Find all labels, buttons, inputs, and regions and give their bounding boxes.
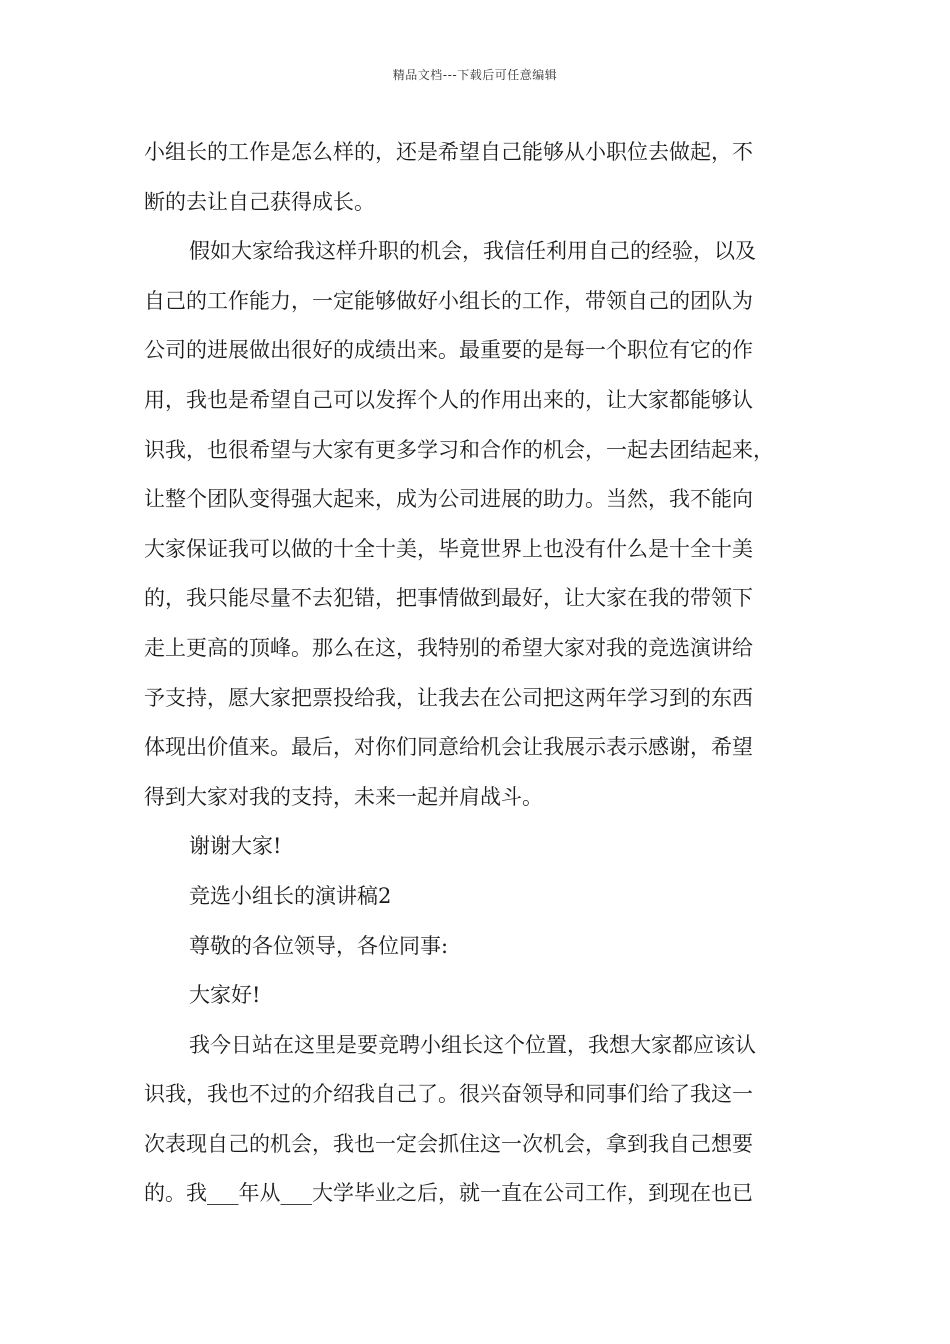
text-line: 断的去让自己获得成长。	[144, 189, 375, 214]
text-line: 大家保证我可以做的十全十美，毕竟世界上也没有什么是十全十美	[144, 536, 753, 561]
text-line: 次表现自己的机会，我也一定会抓住这一次机会，拿到我自己想要	[144, 1131, 753, 1156]
paragraph-start-line: 我今日站在这里是要竞聘小组长这个位置，我想大家都应该认	[189, 1032, 756, 1057]
text-line: 体现出价值来。最后，对你们同意给机会让我展示表示感谢，希望	[144, 735, 753, 760]
text-line: 用，我也是希望自己可以发挥个人的作用出来的，让大家都能够认	[144, 387, 753, 412]
salutation-line: 尊敬的各位领导，各位同事:	[189, 933, 449, 958]
text-line: 的。我___年从___大学毕业之后，就一直在公司工作，到现在也已	[144, 1181, 753, 1206]
text-line: 自己的工作能力，一定能够做好小组长的工作，带领自己的团队为	[144, 288, 753, 313]
text-line: 走上更高的顶峰。那么在这，我特别的希望大家对我的竞选演讲给	[144, 635, 753, 660]
text-line: 让整个团队变得强大起来，成为公司进展的助力。当然，我不能向	[144, 487, 753, 512]
text-line: 予支持，愿大家把票投给我，让我去在公司把这两年学习到的东西	[144, 685, 753, 710]
text-line: 得到大家对我的支持，未来一起并肩战斗。	[144, 784, 543, 809]
text-line: 公司的进展做出很好的成绩出来。最重要的是每一个职位有它的作	[144, 338, 753, 363]
text-line: 识我，也很希望与大家有更多学习和合作的机会，一起去团结起来，	[144, 437, 774, 462]
closing-line: 谢谢大家!	[189, 834, 282, 859]
text-line: 的，我只能尽量不去犯错，把事情做到最好，让大家在我的带领下	[144, 586, 753, 611]
text-line: 识我，我也不过的介绍我自己了。很兴奋领导和同事们给了我这一	[144, 1082, 753, 1107]
text-line: 小组长的工作是怎么样的，还是希望自己能够从小职位去做起，不	[144, 140, 753, 164]
paragraph-start-line: 假如大家给我这样升职的机会，我信任利用自己的经验，以及	[189, 239, 756, 264]
page-header: 精品文档---下载后可任意编辑	[392, 68, 558, 82]
section-title: 竞选小组长的演讲稿2	[189, 883, 392, 908]
document-body	[144, 128, 808, 1219]
greeting-line: 大家好!	[189, 983, 261, 1008]
